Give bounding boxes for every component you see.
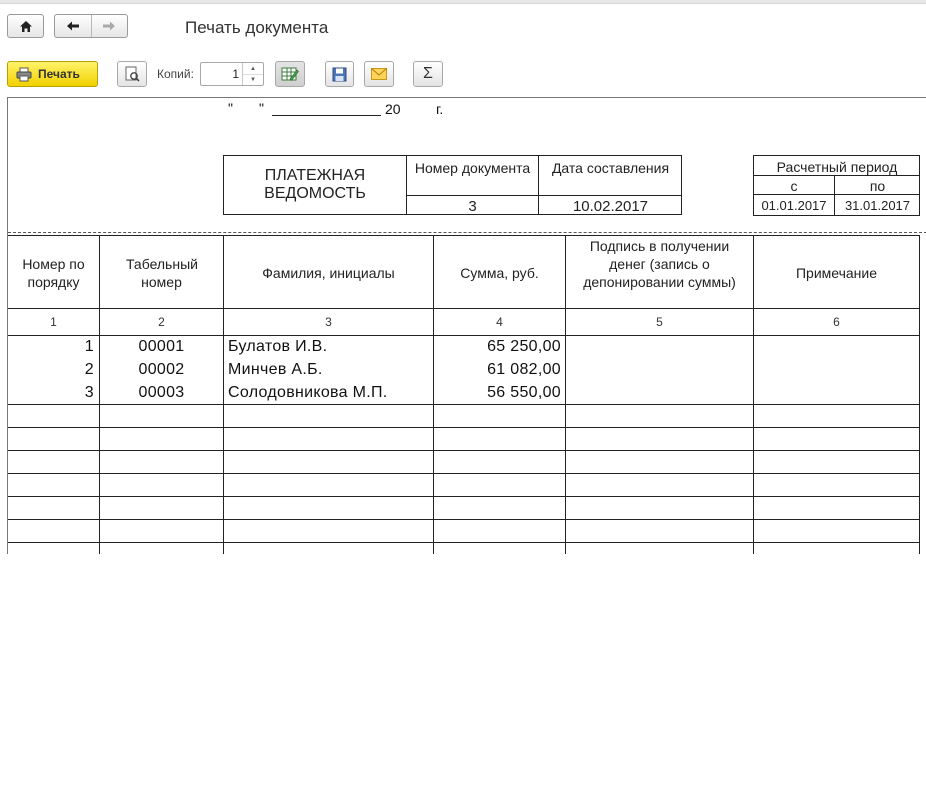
table-border <box>8 308 919 309</box>
sum-button[interactable] <box>413 61 443 87</box>
row-name: Минчев А.Б. <box>228 361 323 378</box>
col-header-signature: Подпись в получении денег (запись о депонировании суммы) <box>583 238 736 290</box>
table-border <box>8 450 919 451</box>
row-tab-number: 00002 <box>138 361 185 378</box>
col-number: 4 <box>496 315 503 329</box>
send-email-button[interactable] <box>364 61 394 87</box>
row-name: Солодовникова М.П. <box>228 384 388 401</box>
col-header-number: Номер по порядку <box>22 256 85 290</box>
row-tab-number: 00003 <box>138 384 185 401</box>
copies-stepper[interactable] <box>242 63 263 85</box>
col-header-name: Фамилия, инициалы <box>262 265 395 281</box>
row-number: 3 <box>84 384 94 401</box>
stepper-up-icon[interactable]: ▲ <box>243 63 263 75</box>
col-header-note: Примечание <box>795 265 878 281</box>
column-divider <box>753 235 754 554</box>
doc-date: 10.02.2017 <box>572 198 649 215</box>
page-break-line <box>8 232 926 233</box>
print-button-label: Печать <box>38 67 80 81</box>
window-top-border <box>0 0 926 4</box>
table-border <box>8 542 919 543</box>
row-sum: 56 550,00 <box>487 384 561 401</box>
col-header-tab-number: Табельный номер <box>126 256 198 290</box>
col-number: 3 <box>325 315 332 329</box>
envelope-icon <box>371 68 387 80</box>
year-prefix: 20 <box>385 101 401 117</box>
table-border <box>8 427 919 428</box>
date-underline <box>272 115 381 116</box>
home-icon <box>19 20 33 33</box>
year-suffix: г. <box>436 101 444 117</box>
period-header: Расчетный период <box>776 159 898 175</box>
row-sum: 61 082,00 <box>487 361 561 378</box>
table-border <box>8 335 919 336</box>
period-to-label: по <box>869 178 886 194</box>
period-from: 01.01.2017 <box>761 198 827 213</box>
copies-input[interactable] <box>200 62 264 86</box>
doc-number-header: Номер документа <box>414 160 531 176</box>
col-number: 5 <box>656 315 663 329</box>
edit-mode-button[interactable] <box>275 61 305 87</box>
row-number: 1 <box>84 338 94 355</box>
print-button[interactable] <box>7 61 98 87</box>
column-divider <box>919 235 920 554</box>
period-from-label: с <box>790 178 798 194</box>
magnifier-page-icon <box>124 66 140 82</box>
printer-icon <box>16 67 32 82</box>
table-border <box>8 519 919 520</box>
doc-date-header: Дата составления <box>551 160 670 176</box>
doc-number: 3 <box>468 198 477 215</box>
col-number: 2 <box>158 315 165 329</box>
table-border <box>8 235 919 236</box>
arrow-right-icon <box>102 20 116 32</box>
date-quote-open: " <box>228 100 233 116</box>
page-title: Печать документа <box>185 18 329 37</box>
row-name: Булатов И.В. <box>228 338 328 355</box>
col-number: 6 <box>833 315 840 329</box>
copies-value: 1 <box>232 67 239 81</box>
row-tab-number: 00001 <box>138 338 185 355</box>
col-number: 1 <box>50 315 57 329</box>
home-button[interactable] <box>7 14 44 38</box>
copies-label: Копий: <box>157 67 194 81</box>
document-title: ПЛАТЕЖНАЯ ВЕДОМОСТЬ <box>264 167 366 202</box>
period-to: 31.01.2017 <box>844 198 911 213</box>
sigma-icon: Σ <box>423 65 433 82</box>
table-border <box>8 404 919 405</box>
save-button[interactable] <box>325 61 354 87</box>
back-button[interactable] <box>55 15 92 37</box>
col-header-sum: Сумма, руб. <box>460 265 539 281</box>
stepper-down-icon[interactable]: ▼ <box>250 76 256 83</box>
table-border <box>8 473 919 474</box>
row-number: 2 <box>84 361 94 378</box>
date-quote-close: " <box>259 100 264 116</box>
floppy-disk-icon <box>332 67 347 82</box>
table-border <box>8 496 919 497</box>
arrow-left-icon <box>66 20 80 32</box>
column-divider <box>223 235 224 554</box>
history-nav <box>54 14 128 38</box>
preview-button[interactable] <box>117 61 147 87</box>
table-edit-icon <box>281 66 299 82</box>
header-divider <box>406 195 682 196</box>
forward-button[interactable] <box>92 15 128 37</box>
row-sum: 65 250,00 <box>487 338 561 355</box>
spreadsheet-document[interactable] <box>7 97 926 554</box>
